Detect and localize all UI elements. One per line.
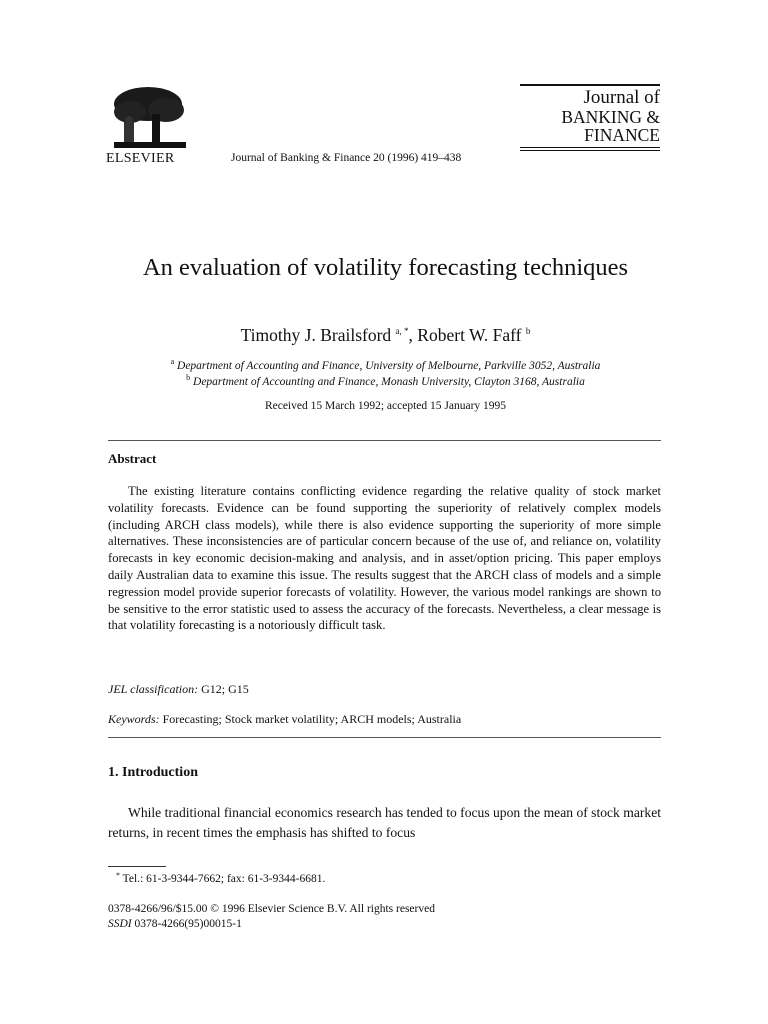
copyright-line: 0378-4266/96/$15.00 © 1996 Elsevier Science B.V. All rights reserved bbox=[108, 903, 435, 915]
affiliation-text: Department of Accounting and Finance, University of Melbourne, Parkville 3052, Australia bbox=[177, 360, 601, 372]
journal-brand-line2: BANKING & bbox=[561, 107, 660, 127]
footnote-text: Tel.: 61-3-9344-7662; fax: 61-3-9344-6681. bbox=[122, 873, 326, 885]
brand-rule-top bbox=[520, 84, 660, 86]
article-title: An evaluation of volatility forecasting techniques bbox=[142, 254, 629, 281]
brand-rule-bottom bbox=[520, 147, 660, 148]
journal-citation: Journal of Banking & Finance 20 (1996) 419–438 bbox=[231, 152, 462, 164]
footnote bbox=[116, 871, 325, 885]
author-name: Robert W. Faff bbox=[417, 325, 522, 345]
jel-classification bbox=[108, 682, 249, 697]
author-list bbox=[108, 325, 663, 346]
footnote-rule bbox=[108, 866, 166, 867]
affiliation-text: Department of Accounting and Finance, Monash University, Clayton 3168, Australia bbox=[193, 376, 585, 388]
affiliation-mark: b bbox=[186, 373, 191, 382]
ssdi-value: 0378-4266(95)00015-1 bbox=[134, 918, 242, 930]
keywords-value: Forecasting; Stock market volatility; ARCH models; Australia bbox=[162, 712, 462, 726]
abstract-heading: Abstract bbox=[108, 451, 157, 466]
affiliation-mark: a bbox=[170, 357, 175, 366]
author-name: Timothy J. Brailsford bbox=[240, 325, 392, 345]
journal-brand bbox=[520, 84, 660, 151]
divider bbox=[108, 737, 661, 738]
journal-brand-line1: Journal of bbox=[583, 87, 660, 108]
affiliation bbox=[108, 357, 663, 372]
jel-value: G12; G15 bbox=[201, 682, 249, 696]
ssdi-line bbox=[108, 918, 242, 930]
affiliation bbox=[108, 373, 663, 388]
elsevier-tree-icon bbox=[108, 84, 192, 152]
author-separator: , bbox=[408, 325, 418, 345]
received-dates: Received 15 March 1992; accepted 15 January 1995 bbox=[264, 400, 507, 412]
section-body: While traditional financial economics research has tended to focus upon the mean of stock market returns, in recent times the emphasis has shifted to focus bbox=[108, 805, 661, 840]
jel-label: JEL classification: bbox=[108, 682, 199, 696]
section-heading: 1. Introduction bbox=[108, 765, 198, 780]
keywords bbox=[108, 712, 461, 727]
author-affiliation-mark: b bbox=[525, 326, 531, 336]
author-affiliation-mark: a, * bbox=[395, 326, 409, 336]
brand-rule-bottom-2 bbox=[520, 150, 660, 151]
divider bbox=[108, 440, 661, 441]
abstract-body: The existing literature contains conflicting evidence regarding the relative quality of stock market volatility forecasts. Evidence can be found supporting the superiority of relatively complex models (including ARCH class models), while there is also evidence supporting the superiority of more simple alternatives. These inconsistencies are of particular concern because of the use of, and reliance on, volatility forecasts in key economic decision-making and analysis, and in asset/option pricing. This paper employs daily Australian data to examine this issue. The results suggest that the ARCH class of models and a simple regression model provide superior forecasts of volatility. However, the various model rankings are shown to be sensitive to the error statistic used to assess the accuracy of the forecasts. Nevertheless, a clear message is that volatility forecasting is a notoriously difficult task. bbox=[108, 484, 661, 633]
keywords-label: Keywords: bbox=[108, 712, 160, 726]
publisher-name: ELSEVIER bbox=[106, 151, 175, 166]
footnote-mark: * bbox=[116, 871, 120, 880]
ssdi-label: SSDI bbox=[108, 918, 132, 930]
journal-brand-line3: FINANCE bbox=[584, 125, 660, 145]
